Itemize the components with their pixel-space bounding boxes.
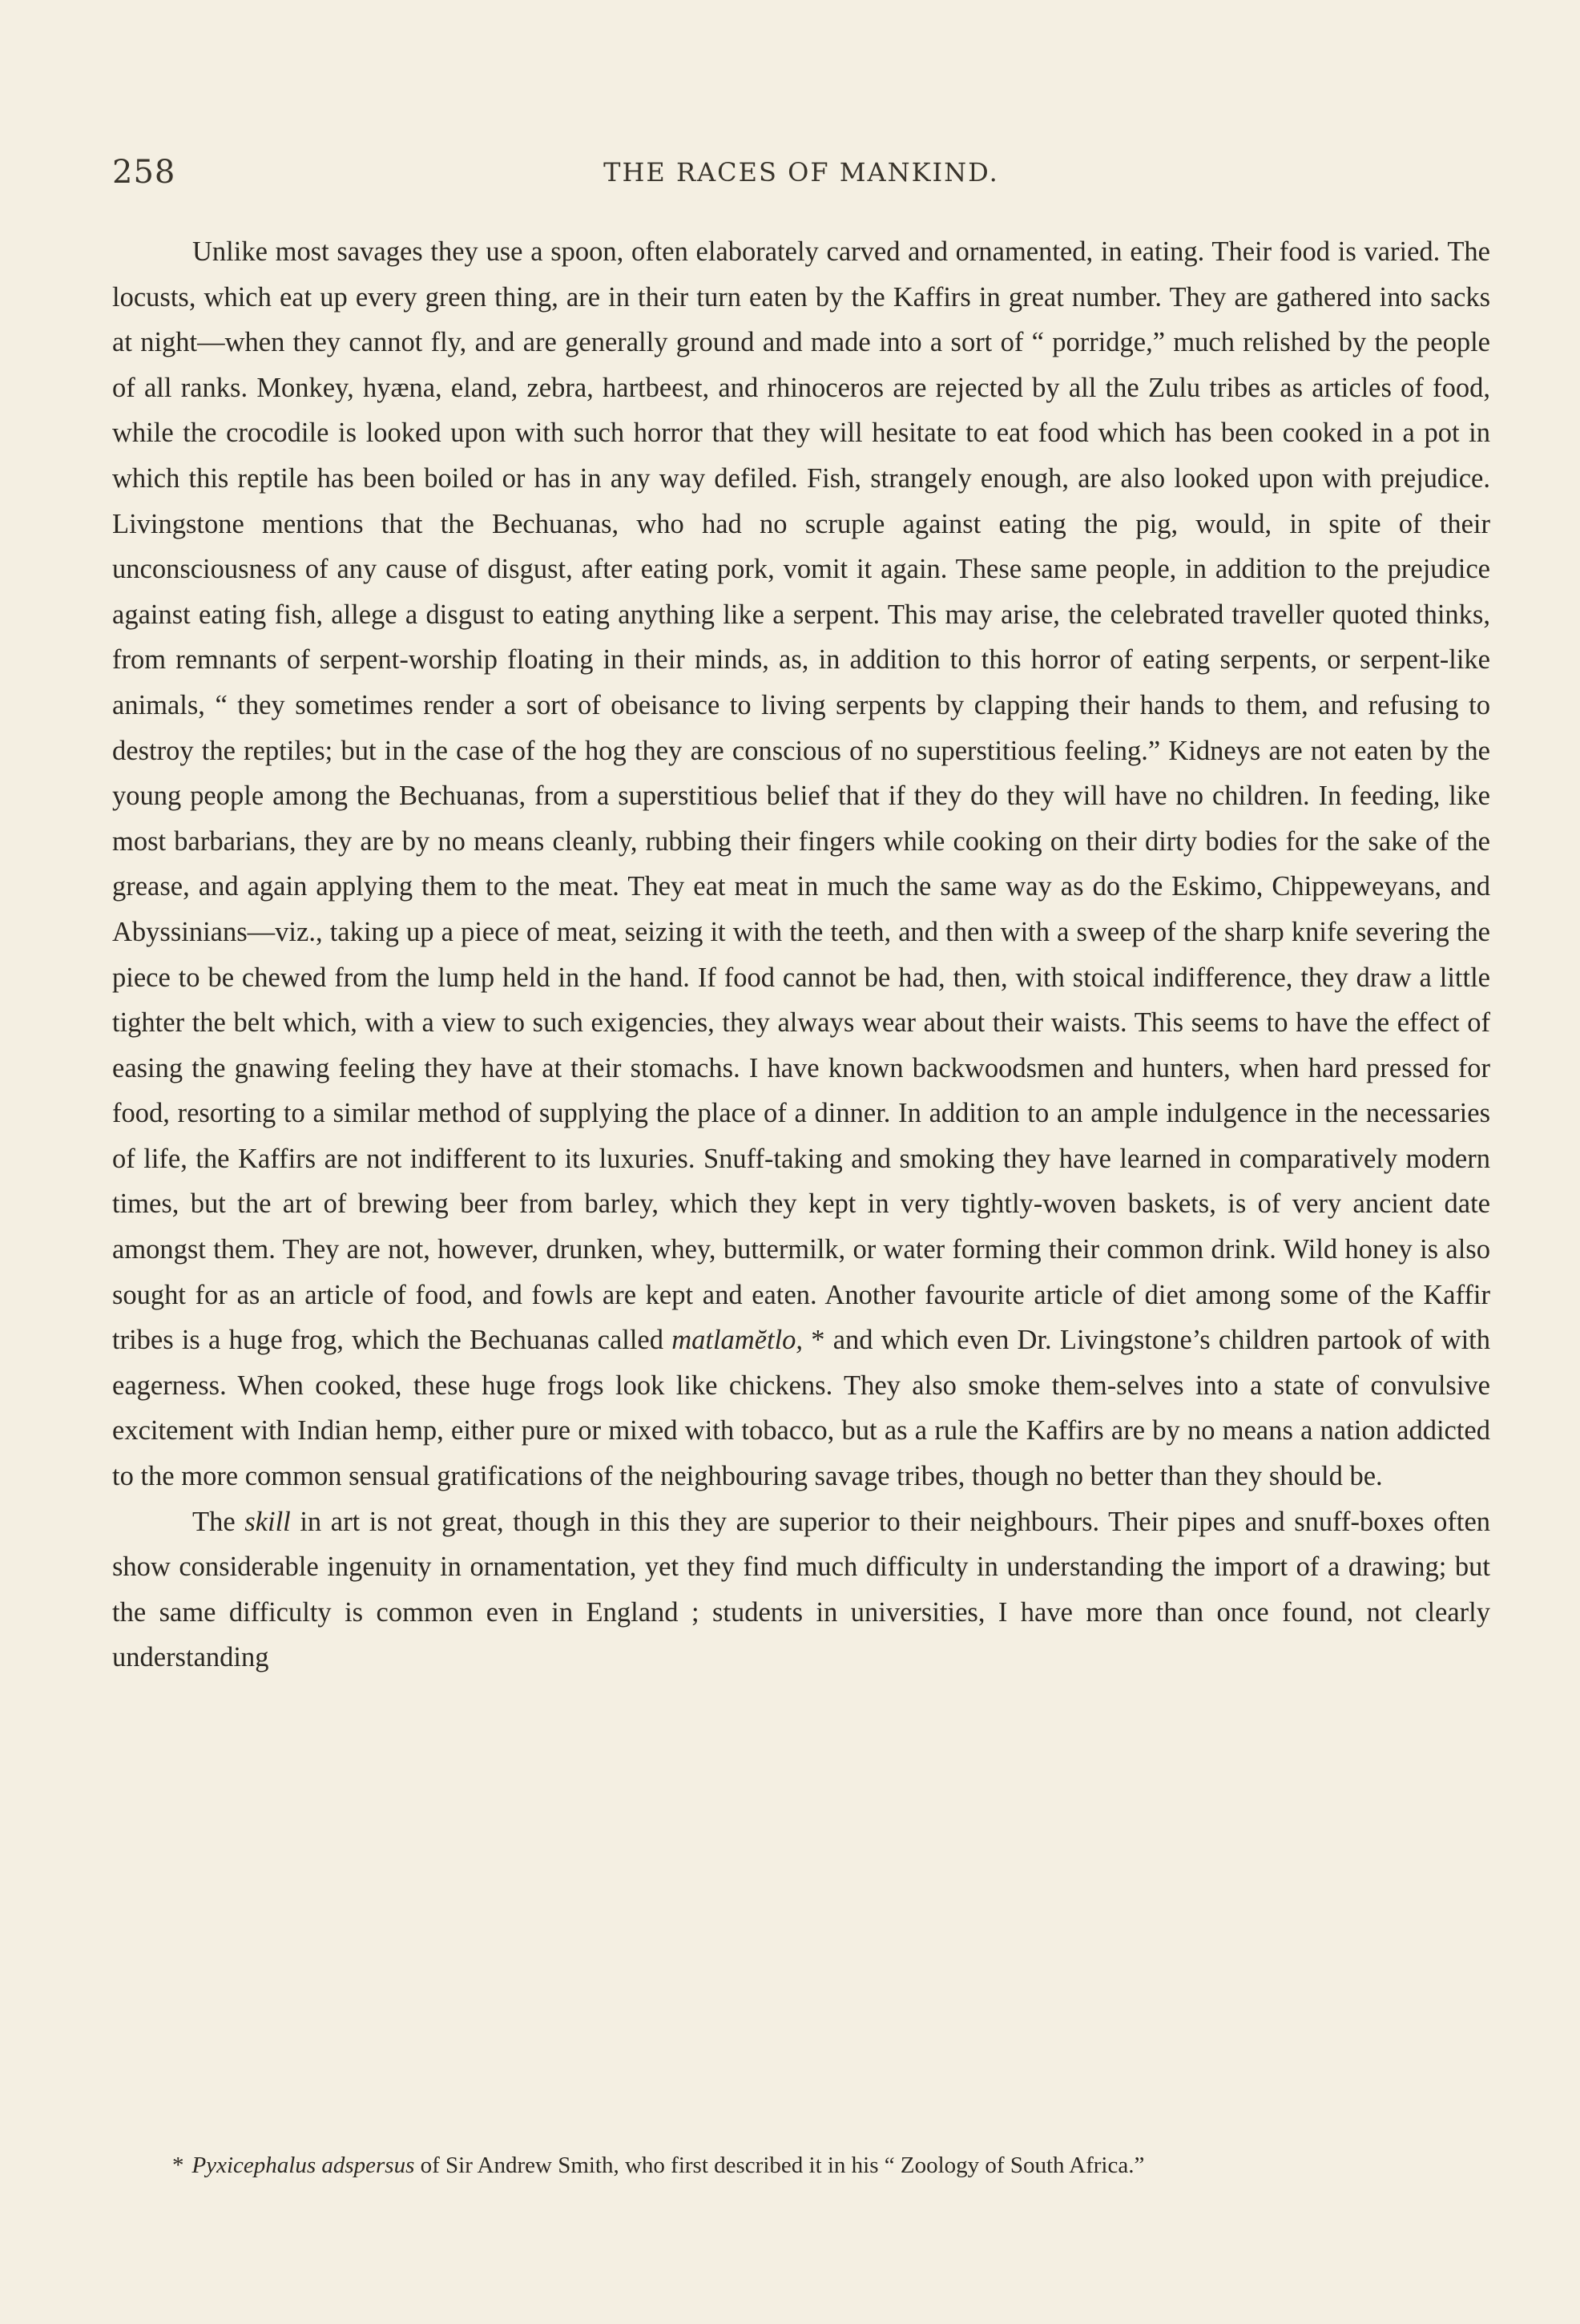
paragraph-1-italic-term: matlamĕtlo,: [671, 1325, 804, 1356]
body-text: [112, 229, 1490, 1680]
footnote-mark: *: [172, 2153, 184, 2178]
footnote-text: of Sir Andrew Smith, who first described it in his “ Zoology of South Africa.”: [414, 2153, 1145, 2178]
page-number: 258: [112, 154, 176, 191]
paragraph-1-text-a: Unlike most savages they use a spoon, often elaborately carved and ornamented, in eating. Their food is varied. The locusts, which eat up every green thing, are in their turn eaten by the Kaffirs in great number. They are gathered into sacks at night—when they cannot fly, and are generally ground and made into a sort of “ porridge,” much relished by the people of all ranks. Monkey, hyæna, eland, zebra, hartbeest, and rhinoceros are rejected by all the Zulu tribes as articles of food, while the crocodile is looked upon with such horror that they will hesitate to eat food which has been cooked in a pot in which this reptile has been boiled or has in any way defiled. Fish, strangely enough, are also looked upon with prejudice. Livingstone mentions that the Bechuanas, who had no scruple against eating the pig, would, in spite of their unconsciousness of any cause of disgust, after eating pork, vomit it again. These same people, in addition to the prejudice against eating fish, allege a disgust to eating anything like a serpent. This may arise, the celebrated traveller quoted thinks, from remnants of serpent-worship floating in their minds, as, in addition to this horror of eating serpents, or serpent-like animals, “ they sometimes render a sort of obeisance to living serpents by clapping their hands to them, and refusing to destroy the reptiles; but in the case of the hog they are conscious of no superstitious feeling.” Kidneys are not eaten by the young people among the Bechuanas, from a superstitious belief that if they do they will have no children. In feeding, like most barbarians, they are by no means cleanly, rubbing their fingers while cooking on their dirty bodies for the sake of the grease, and again applying them to the meat. They eat meat in much the same way as do the Eskimo, Chippeweyans, and Abyssinians—viz., taking up a piece of meat, seizing it with the teeth, and then with a sweep of the sharp knife severing the piece to be chewed from the lump held in the hand. If food cannot be had, then, with stoical indifference, they draw a little tighter the belt which, with a view to such exigencies, they always wear about their waists. This seems to have the effect of easing the gnawing feeling they have at their stomachs. I have known backwoodsmen and hunters, when hard pressed for food, resorting to a similar method of supplying the place of a dinner. In addition to an ample indulgence in the necessaries of life, the Kaffirs are not indifferent to its luxuries. Snuff-taking and smoking they have learned in comparatively modern times, but the art of brewing beer from barley, which they kept in very tightly-woven baskets, is of very ancient date amongst them. They are not, however, drunken, whey, buttermilk, or water forming their common drink. Wild honey is also sought for as an article of food, and fowls are kept and eaten. Another favourite article of diet among some of the Kaffir tribes is a huge frog, which the Bechuanas called: [112, 236, 1490, 1356]
running-head: THE RACES OF MANKIND.: [603, 157, 999, 188]
page-header: [112, 154, 1490, 202]
footnote: [172, 2149, 1486, 2181]
paragraph-1-text-b: * and which even Dr. Livingstone’s children partook of with eagerness. When cooked, these huge frogs look like chickens. They also smoke them-selves into a state of convulsive excitement with Indian hemp, either pure or mixed with tobacco, but as a rule the Kaffirs are by no means a nation addicted to the more common sensual gratifications of the neighbouring savage tribes, though no better than they should be.: [112, 1325, 1491, 1492]
paragraph-2-text-b: in art is not great, though in this they are superior to their neighbours. Their pipes and snuff-boxes often show considerable ingenuity in ornamentation, yet they find much difficulty in understanding the import of a drawing; but the same difficulty is common even in England ; students in universities, I have more than once found, not clearly understanding: [112, 1506, 1491, 1673]
paragraph-2: [112, 1499, 1490, 1680]
paragraph-2-text-a: The: [192, 1506, 245, 1537]
paragraph-2-italic-term: skill: [244, 1506, 291, 1537]
footnote-species-name: Pyxicephalus adspersus: [191, 2153, 415, 2178]
paragraph-1: [112, 229, 1490, 1499]
